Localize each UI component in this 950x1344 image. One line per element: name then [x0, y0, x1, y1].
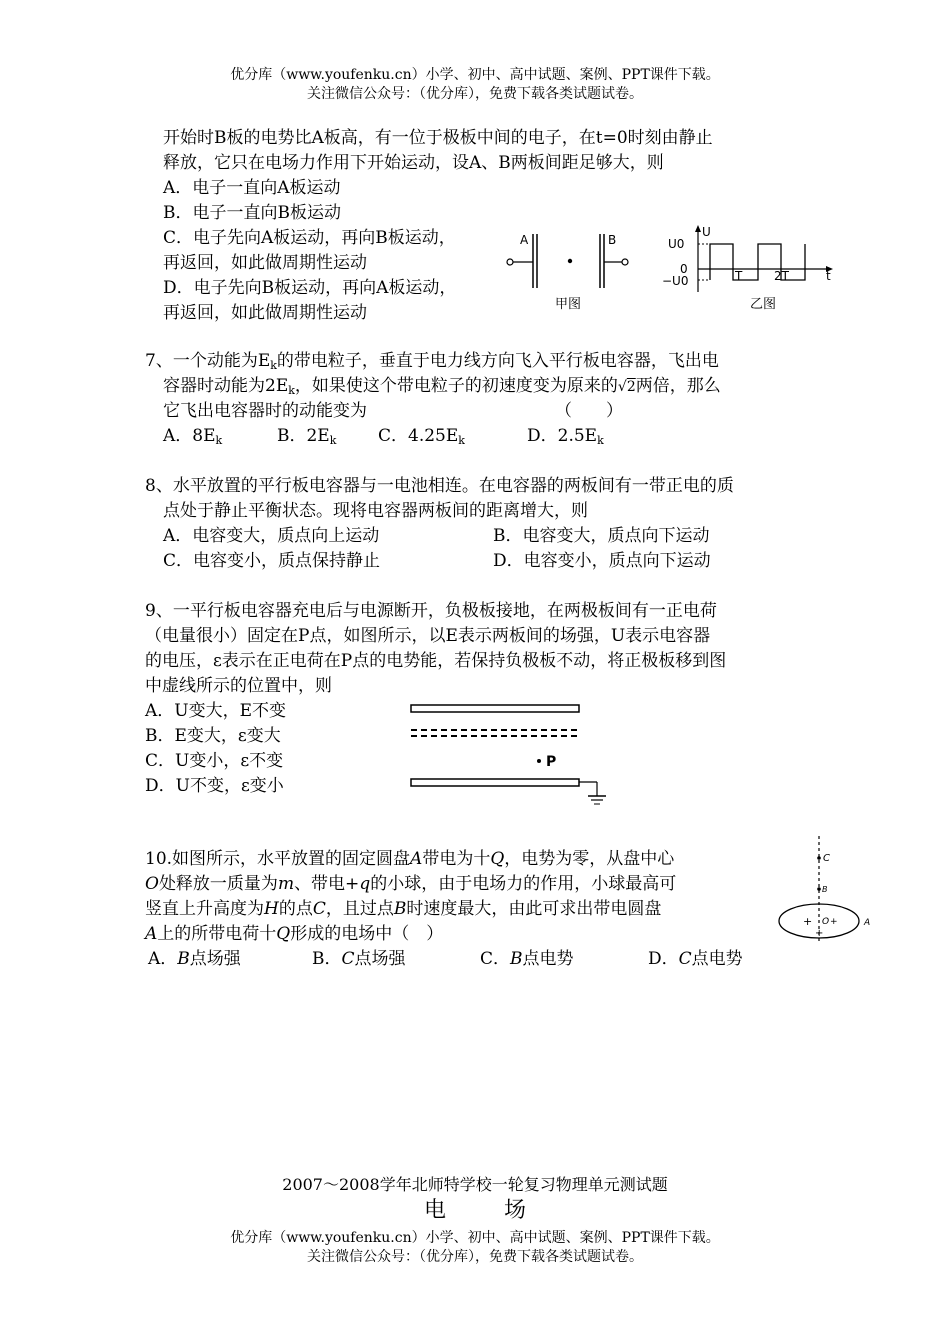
- q10-italic: B: [177, 949, 190, 969]
- neg-u0-label: −U0: [662, 274, 689, 288]
- q10-stem-line-1: [145, 847, 674, 871]
- q7-option-d-text: D．2.5E: [527, 426, 598, 446]
- q10-italic: q: [359, 874, 371, 894]
- footer-line-2: 关注微信公众号：（优分库），免费下载各类试题试卷。: [307, 1249, 643, 1265]
- q10-option-c-text: 点电势: [522, 949, 574, 969]
- q10-text: 、带电+: [294, 874, 360, 894]
- q10-text: ，电势为零，从盘中心: [504, 849, 675, 869]
- q10-option-a: [148, 947, 241, 971]
- q7-text: 的带电粒子，垂直于电力线方向飞入平行板电容器，飞出电: [276, 351, 719, 371]
- q10-italic: A: [145, 924, 158, 944]
- q6-option-c-line-1: C．电子先向A板运动，再向B板运动，: [163, 228, 456, 248]
- q10-text: 10.如图所示，水平放置的固定圆盘: [145, 849, 411, 869]
- q7-subscript: k: [597, 434, 604, 447]
- q10-option-a-text: 点场强: [189, 949, 241, 969]
- center-o-label: O: [822, 917, 830, 927]
- electron-dot: [568, 259, 572, 263]
- header-line-2: 关注微信公众号：（优分库），免费下载各类试题试卷。: [307, 86, 643, 102]
- q9-option-b: B．E变大，ε变大: [145, 726, 281, 746]
- q8-option-b: B．电容变大，质点向下运动: [493, 526, 710, 546]
- q7-option-b: [277, 424, 336, 453]
- subject-title: [0, 1193, 950, 1224]
- q7-subscript: k: [270, 359, 277, 372]
- q6-option-c-line-2: 再返回，如此做周期性运动: [163, 253, 367, 273]
- q10-italic: C: [678, 949, 692, 969]
- q10-option-c: [480, 947, 574, 971]
- point-p-dot: [537, 759, 541, 763]
- point-p-label: P: [546, 754, 557, 770]
- ground-symbol: [579, 782, 606, 804]
- q10-italic: A: [410, 849, 423, 869]
- q10-italic: C: [312, 899, 326, 919]
- footer-line-1: 优分库（www.youfenku.cn）小学、初中、高中试题、案例、PPT课件下载。: [230, 1230, 720, 1246]
- zero-label: 0: [680, 262, 688, 276]
- plate-b-label: B: [608, 233, 617, 247]
- two-t-label: 2T: [774, 269, 789, 283]
- q8-stem-line-1: 8、水平放置的平行板电容器与一电池相连。在电容器的两板间有一带正电的质: [145, 476, 734, 496]
- t-label: t: [826, 269, 831, 283]
- q9-stem-line-2: （电量很小）固定在P点，如图所示，以E表示两板间的场强，U表示电容器: [145, 626, 711, 646]
- plus-sign-left: +: [803, 915, 813, 928]
- disc-a-label: A: [864, 918, 871, 928]
- subject-char-1: 电: [423, 1198, 446, 1223]
- q10-text: 带电为十: [422, 849, 491, 869]
- q9-option-a: A．U变大，E不变: [145, 701, 287, 721]
- q7-subscript: k: [288, 384, 295, 397]
- q10-stem-line-4: [145, 922, 443, 946]
- q10-text: 时速度最大，由此可求出带电圆盘: [406, 899, 662, 919]
- q7-subscript: k: [329, 434, 337, 447]
- q10-option-b-text: 点场强: [354, 949, 406, 969]
- point-c-label: C: [823, 853, 830, 864]
- q6-option-a: A．电子一直向A板运动: [163, 178, 341, 198]
- q9-stem-line-4: 中虚线所示的位置中，则: [145, 676, 332, 696]
- q6-figure-jia: [500, 226, 640, 318]
- q10-italic: Q: [490, 849, 505, 869]
- t-period-label: T: [735, 269, 743, 283]
- q7-text: 两倍，那么: [635, 376, 721, 396]
- q9-stem-line-3: 的电压，ε表示在正电荷在P点的电势能，若保持负极板不动，将正极板移到图: [145, 651, 727, 671]
- q7-text: 容器时动能为2E: [163, 376, 289, 396]
- q7-option-a: [163, 424, 222, 453]
- figure-yi-caption: 乙图: [750, 297, 777, 312]
- q7-subscript: k: [458, 434, 465, 447]
- point-b-dot: [817, 887, 821, 891]
- sqrt-symbol: √2: [617, 379, 636, 395]
- q10-text: 上的所带电荷十: [157, 924, 277, 944]
- q7-text: 7、一个动能为E: [145, 351, 271, 371]
- q10-text: 的小球，由于电场力的作用，小球最高可: [370, 874, 677, 894]
- sqrt-radicand: 2: [626, 379, 636, 395]
- u-label: U: [702, 225, 711, 239]
- q10-option-b-prefix: B．: [312, 949, 342, 969]
- q6-option-b: B．电子一直向B板运动: [163, 203, 341, 223]
- q10-stem-line-2: [145, 872, 676, 896]
- q10-text: 竖直上升高度为: [145, 899, 264, 919]
- q9-stem-line-1: 9、一平行板电容器充电后与电源断开，负极板接地，在两极板间有一正电荷: [145, 601, 717, 621]
- q7-option-a-text: A．8E: [163, 426, 216, 446]
- q9-option-d: D．U不变，ε变小: [145, 776, 284, 796]
- test-title: 2007～2008学年北师特学校一轮复习物理单元测试题: [282, 1175, 668, 1194]
- q10-figure: [772, 832, 882, 947]
- subject-char-2: 场: [504, 1198, 527, 1223]
- point-b-label: B: [822, 885, 828, 894]
- q6-stem-line-2: 释放，它只在电场力作用下开始运动，设A、B两板间距足够大，则: [163, 153, 664, 173]
- q10-italic: O: [145, 874, 159, 894]
- header-line-1: 优分库（www.youfenku.cn）小学、初中、高中试题、案例、PPT课件下载。: [230, 67, 720, 83]
- q10-text: 的点: [278, 899, 313, 919]
- q10-text: 处释放一质量为: [158, 874, 278, 894]
- q10-italic: m: [277, 874, 295, 894]
- q10-italic: H: [264, 899, 279, 919]
- q7-stem-line-3: 它飞出电容器时的动能变为: [163, 401, 367, 421]
- q10-option-c-prefix: C．: [480, 949, 511, 969]
- q10-text: ，且过点: [325, 899, 394, 919]
- plus-sign-right: +: [830, 917, 838, 927]
- q7-option-b-text: B．2E: [277, 426, 330, 446]
- q10-option-b: [312, 947, 406, 971]
- point-c-dot: [817, 856, 821, 860]
- q6-stem-line-1: 开始时B板的电势比A板高，有一位于极板中间的电子，在t=0时刻由静止: [163, 128, 713, 148]
- q10-option-d-prefix: D．: [648, 949, 679, 969]
- q7-option-d: [527, 424, 604, 453]
- q7-option-c-text: C．4.25E: [378, 426, 459, 446]
- q9-figure: [405, 700, 620, 810]
- q8-option-a: A．电容变大，质点向上运动: [163, 526, 380, 546]
- q7-answer-paren: （ ）: [555, 401, 623, 421]
- q8-option-d: D．电容变小，质点向下运动: [493, 551, 711, 571]
- q10-option-d-text: 点电势: [691, 949, 743, 969]
- q10-italic: B: [393, 899, 407, 919]
- plate-a-label: A: [520, 233, 529, 247]
- q8-option-c: C．电容变小，质点保持静止: [163, 551, 381, 571]
- q10-option-a-prefix: A．: [148, 949, 178, 969]
- q7-option-c: [378, 424, 465, 453]
- q10-italic: Q: [276, 924, 291, 944]
- q6-option-d-line-1: D．电子先向B板运动，再向A板运动，: [163, 278, 457, 298]
- u0-label: U0: [668, 237, 685, 251]
- square-wave: [710, 244, 805, 280]
- q7-text: ，如果使这个带电粒子的初速度变为原来的: [294, 376, 618, 396]
- q10-italic: B: [510, 949, 523, 969]
- q6-figure-yi: [662, 222, 842, 318]
- q8-stem-line-2: 点处于静止平衡状态。现将电容器两板间的距离增大，则: [163, 501, 588, 521]
- u-axis-arrow: [695, 225, 701, 232]
- figure-jia-caption: 甲图: [555, 297, 582, 312]
- q10-italic: C: [341, 949, 355, 969]
- plus-sign-bottom: +: [815, 928, 824, 939]
- positive-plate: [411, 705, 579, 712]
- q10-stem-line-3: [145, 897, 661, 921]
- q6-option-d-line-2: 再返回，如此做周期性运动: [163, 303, 367, 323]
- q9-option-c: C．U变小，ε不变: [145, 751, 284, 771]
- q7-subscript: k: [215, 434, 223, 447]
- negative-plate: [411, 779, 579, 786]
- q10-text: 形成的电场中（ ）: [290, 924, 444, 944]
- q10-option-d: [648, 947, 743, 971]
